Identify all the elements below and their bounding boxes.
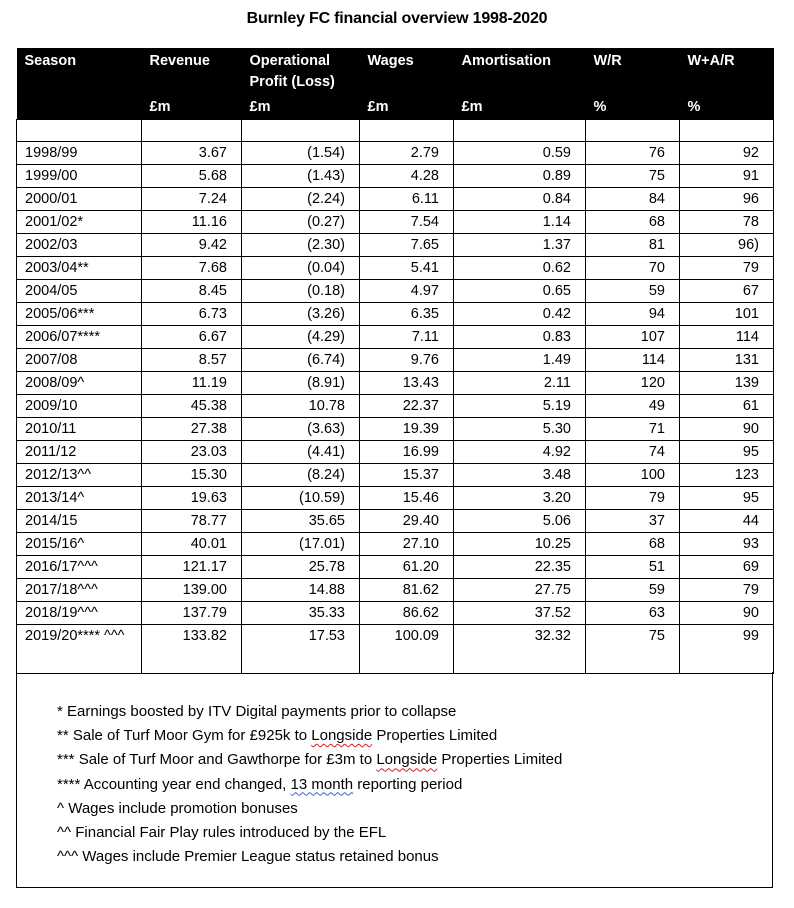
cell-operational-profit: 14.88 <box>242 579 360 602</box>
cell-wr: 75 <box>586 165 680 188</box>
header-unit-operational-profit: £m <box>242 97 360 120</box>
cell-war: 96 <box>680 188 774 211</box>
cell-wages: 19.39 <box>360 418 454 441</box>
cell-operational-profit: (2.24) <box>242 188 360 211</box>
cell-season: 2006/07**** <box>17 326 142 349</box>
cell-war: 123 <box>680 464 774 487</box>
cell-wages: 6.35 <box>360 303 454 326</box>
cell-revenue: 9.42 <box>142 234 242 257</box>
cell-wages: 15.37 <box>360 464 454 487</box>
footnote-marker: ^^ <box>57 824 76 842</box>
cell-war: 79 <box>680 579 774 602</box>
cell-war: 93 <box>680 533 774 556</box>
table-row <box>17 142 774 165</box>
footnote-text: Accounting year end changed, <box>83 775 291 793</box>
cell-war: 139 <box>680 372 774 395</box>
table-row <box>17 625 774 674</box>
cell-wr: 71 <box>586 418 680 441</box>
cell-wr: 74 <box>586 441 680 464</box>
cell-revenue: 3.67 <box>142 142 242 165</box>
cell-revenue: 133.82 <box>142 625 242 674</box>
header-amortisation: Amortisation <box>454 48 586 97</box>
cell-season: 2012/13^^ <box>17 464 142 487</box>
cell-revenue: 40.01 <box>142 533 242 556</box>
table-row <box>17 349 774 372</box>
footnote-marker: * <box>57 703 68 720</box>
cell-amortisation: 0.42 <box>454 303 586 326</box>
cell-wr: 94 <box>586 303 680 326</box>
cell-war: 95 <box>680 441 774 464</box>
table-row <box>17 487 774 510</box>
cell-amortisation: 0.83 <box>454 326 586 349</box>
cell-amortisation: 0.89 <box>454 165 586 188</box>
cell-war: 91 <box>680 165 774 188</box>
table-row <box>17 510 774 533</box>
cell-wages: 100.09 <box>360 625 454 674</box>
footnote-text: Wages include promotion bonuses <box>68 799 298 817</box>
table-row <box>17 464 774 487</box>
cell-wr: 68 <box>586 211 680 234</box>
footnote-text: reporting period <box>353 775 463 793</box>
footnote-marker: *** <box>57 751 79 769</box>
cell-amortisation: 27.75 <box>454 579 586 602</box>
cell-war: 44 <box>680 510 774 533</box>
cell-amortisation: 0.62 <box>454 257 586 280</box>
cell-operational-profit: (4.41) <box>242 441 360 464</box>
header-unit-war: % <box>680 97 774 120</box>
cell-wr: 79 <box>586 487 680 510</box>
table-row <box>17 556 774 579</box>
cell-wr: 84 <box>586 188 680 211</box>
cell-revenue: 11.16 <box>142 211 242 234</box>
cell-wr: 81 <box>586 234 680 257</box>
cell-wages: 29.40 <box>360 510 454 533</box>
cell-season: 2019/20**** ^^^ <box>17 625 142 674</box>
cell-operational-profit: (4.29) <box>242 326 360 349</box>
table-row <box>17 303 774 326</box>
cell-amortisation: 2.11 <box>454 372 586 395</box>
cell-operational-profit: 10.78 <box>242 395 360 418</box>
cell-wr: 37 <box>586 510 680 533</box>
cell-season: 2013/14^ <box>17 487 142 510</box>
cell-season: 2000/01 <box>17 188 142 211</box>
header-operational-profit: Operational Profit (Loss) <box>242 48 360 97</box>
cell-amortisation: 1.37 <box>454 234 586 257</box>
flagged-word: Longside <box>311 727 373 745</box>
table-row <box>17 211 774 234</box>
cell-wages: 4.28 <box>360 165 454 188</box>
footnote-text: Sale of Turf Moor and Gawthorpe for £3m to <box>78 751 377 769</box>
cell-wr: 68 <box>586 533 680 556</box>
cell-revenue: 8.45 <box>142 280 242 303</box>
cell-war: 90 <box>680 418 774 441</box>
cell-wr: 59 <box>586 579 680 602</box>
cell-operational-profit: 35.33 <box>242 602 360 625</box>
cell-wages: 22.37 <box>360 395 454 418</box>
cell-operational-profit: 17.53 <box>242 625 360 674</box>
table-header <box>17 48 774 120</box>
cell-amortisation: 0.65 <box>454 280 586 303</box>
cell-war: 131 <box>680 349 774 372</box>
cell-war: 96) <box>680 234 774 257</box>
table-row <box>17 418 774 441</box>
cell-wr: 70 <box>586 257 680 280</box>
cell-wages: 81.62 <box>360 579 454 602</box>
header-unit-wr: % <box>586 97 680 120</box>
cell-amortisation: 1.14 <box>454 211 586 234</box>
cell-revenue: 137.79 <box>142 602 242 625</box>
cell-wages: 4.97 <box>360 280 454 303</box>
cell-amortisation: 3.48 <box>454 464 586 487</box>
table-row <box>17 234 774 257</box>
footnotes-box <box>16 672 773 888</box>
cell-war: 92 <box>680 142 774 165</box>
table-row <box>17 257 774 280</box>
table-row <box>17 326 774 349</box>
cell-operational-profit: (8.24) <box>242 464 360 487</box>
cell-wages: 27.10 <box>360 533 454 556</box>
cell-revenue: 15.30 <box>142 464 242 487</box>
cell-war: 95 <box>680 487 774 510</box>
cell-amortisation: 1.49 <box>454 349 586 372</box>
footnote-marker: ^ <box>57 799 69 817</box>
cell-war: 99 <box>680 625 774 674</box>
cell-amortisation: 4.92 <box>454 441 586 464</box>
cell-wages: 9.76 <box>360 349 454 372</box>
cell-wr: 100 <box>586 464 680 487</box>
table-row <box>17 188 774 211</box>
cell-season: 2015/16^ <box>17 533 142 556</box>
cell-operational-profit: (1.43) <box>242 165 360 188</box>
cell-operational-profit: (2.30) <box>242 234 360 257</box>
cell-season: 1999/00 <box>17 165 142 188</box>
cell-wages: 6.11 <box>360 188 454 211</box>
table-row <box>17 395 774 418</box>
cell-season: 2005/06*** <box>17 303 142 326</box>
header-revenue: Revenue <box>142 48 242 97</box>
cell-revenue: 121.17 <box>142 556 242 579</box>
footnote-marker: **** <box>57 775 84 793</box>
cell-war: 90 <box>680 602 774 625</box>
cell-season: 2018/19^^^ <box>17 602 142 625</box>
footnote <box>57 773 562 797</box>
footnotes-list <box>57 700 562 869</box>
cell-revenue: 5.68 <box>142 165 242 188</box>
cell-operational-profit: (3.63) <box>242 418 360 441</box>
cell-wr: 59 <box>586 280 680 303</box>
table-body <box>17 120 774 674</box>
flagged-word: Longside <box>376 751 438 769</box>
cell-war: 69 <box>680 556 774 579</box>
cell-wages: 61.20 <box>360 556 454 579</box>
cell-season: 2016/17^^^ <box>17 556 142 579</box>
cell-revenue: 23.03 <box>142 441 242 464</box>
cell-season: 2014/15 <box>17 510 142 533</box>
cell-amortisation: 5.30 <box>454 418 586 441</box>
cell-season: 2003/04** <box>17 257 142 280</box>
page-title: Burnley FC financial overview 1998-2020 <box>246 10 548 27</box>
header-unit-amortisation: £m <box>454 97 586 120</box>
cell-amortisation: 32.32 <box>454 625 586 674</box>
cell-amortisation: 5.06 <box>454 510 586 533</box>
cell-amortisation: 0.84 <box>454 188 586 211</box>
cell-revenue: 139.00 <box>142 579 242 602</box>
cell-wages: 13.43 <box>360 372 454 395</box>
cell-war: 61 <box>680 395 774 418</box>
cell-operational-profit: (17.01) <box>242 533 360 556</box>
cell-wages: 16.99 <box>360 441 454 464</box>
cell-season: 2008/09^ <box>17 372 142 395</box>
cell-season: 2011/12 <box>17 441 142 464</box>
cell-revenue: 45.38 <box>142 395 242 418</box>
cell-season: 2009/10 <box>17 395 142 418</box>
footnote-marker: ** <box>57 727 73 745</box>
cell-season: 2001/02* <box>17 211 142 234</box>
cell-war: 78 <box>680 211 774 234</box>
cell-wr: 76 <box>586 142 680 165</box>
table-row <box>17 579 774 602</box>
footnote <box>57 821 562 845</box>
cell-operational-profit: (6.74) <box>242 349 360 372</box>
cell-amortisation: 0.59 <box>454 142 586 165</box>
cell-wr: 114 <box>586 349 680 372</box>
cell-season: 2004/05 <box>17 280 142 303</box>
cell-amortisation: 5.19 <box>454 395 586 418</box>
financial-table <box>16 48 774 674</box>
cell-revenue: 78.77 <box>142 510 242 533</box>
cell-wr: 49 <box>586 395 680 418</box>
header-season: Season <box>17 48 142 97</box>
cell-amortisation: 3.20 <box>454 487 586 510</box>
cell-revenue: 8.57 <box>142 349 242 372</box>
footnote <box>57 700 562 724</box>
table-row <box>17 372 774 395</box>
cell-war: 79 <box>680 257 774 280</box>
table-row <box>17 533 774 556</box>
cell-operational-profit: 25.78 <box>242 556 360 579</box>
footnote-text: Properties Limited <box>437 751 563 769</box>
cell-wages: 7.11 <box>360 326 454 349</box>
footnote <box>57 748 562 772</box>
cell-revenue: 27.38 <box>142 418 242 441</box>
cell-operational-profit: (10.59) <box>242 487 360 510</box>
cell-operational-profit: (0.04) <box>242 257 360 280</box>
footnote <box>57 797 562 821</box>
cell-wages: 7.54 <box>360 211 454 234</box>
cell-wr: 120 <box>586 372 680 395</box>
cell-wr: 75 <box>586 625 680 674</box>
header-unit-season <box>17 97 142 120</box>
header-war: W+A/R <box>680 48 774 97</box>
cell-revenue: 6.67 <box>142 326 242 349</box>
cell-operational-profit: 35.65 <box>242 510 360 533</box>
cell-season: 2010/11 <box>17 418 142 441</box>
cell-operational-profit: (0.27) <box>242 211 360 234</box>
cell-wr: 51 <box>586 556 680 579</box>
footnote-text: Properties Limited <box>372 727 498 745</box>
cell-wages: 5.41 <box>360 257 454 280</box>
footnote-text: Sale of Turf Moor Gym for £925k to <box>72 727 312 745</box>
cell-operational-profit: (8.91) <box>242 372 360 395</box>
header-unit-revenue: £m <box>142 97 242 120</box>
table-row <box>17 280 774 303</box>
cell-season: 2002/03 <box>17 234 142 257</box>
cell-wr: 107 <box>586 326 680 349</box>
cell-wages: 86.62 <box>360 602 454 625</box>
spacer-row <box>17 120 774 142</box>
footnote-text: Wages include Premier League status retained bonus <box>82 848 439 866</box>
cell-wages: 2.79 <box>360 142 454 165</box>
cell-amortisation: 22.35 <box>454 556 586 579</box>
header-unit-wages: £m <box>360 97 454 120</box>
cell-season: 1998/99 <box>17 142 142 165</box>
cell-amortisation: 37.52 <box>454 602 586 625</box>
cell-revenue: 7.24 <box>142 188 242 211</box>
footnote-text: Earnings boosted by ITV Digital payments prior to collapse <box>67 703 457 720</box>
cell-war: 67 <box>680 280 774 303</box>
table-row <box>17 165 774 188</box>
cell-season: 2017/18^^^ <box>17 579 142 602</box>
cell-war: 101 <box>680 303 774 326</box>
cell-operational-profit: (1.54) <box>242 142 360 165</box>
cell-revenue: 19.63 <box>142 487 242 510</box>
cell-wr: 63 <box>586 602 680 625</box>
cell-revenue: 6.73 <box>142 303 242 326</box>
cell-wages: 7.65 <box>360 234 454 257</box>
footnote <box>57 845 562 869</box>
table-row <box>17 602 774 625</box>
table-row <box>17 441 774 464</box>
footnote-text: Financial Fair Play rules introduced by the EFL <box>75 824 387 842</box>
cell-revenue: 11.19 <box>142 372 242 395</box>
cell-operational-profit: (3.26) <box>242 303 360 326</box>
cell-amortisation: 10.25 <box>454 533 586 556</box>
footnote <box>57 724 562 748</box>
header-wr: W/R <box>586 48 680 97</box>
cell-revenue: 7.68 <box>142 257 242 280</box>
flagged-word: 13 month <box>290 775 354 793</box>
cell-wages: 15.46 <box>360 487 454 510</box>
footnote-marker: ^^^ <box>57 848 83 866</box>
cell-season: 2007/08 <box>17 349 142 372</box>
header-wages: Wages <box>360 48 454 97</box>
cell-war: 114 <box>680 326 774 349</box>
cell-operational-profit: (0.18) <box>242 280 360 303</box>
